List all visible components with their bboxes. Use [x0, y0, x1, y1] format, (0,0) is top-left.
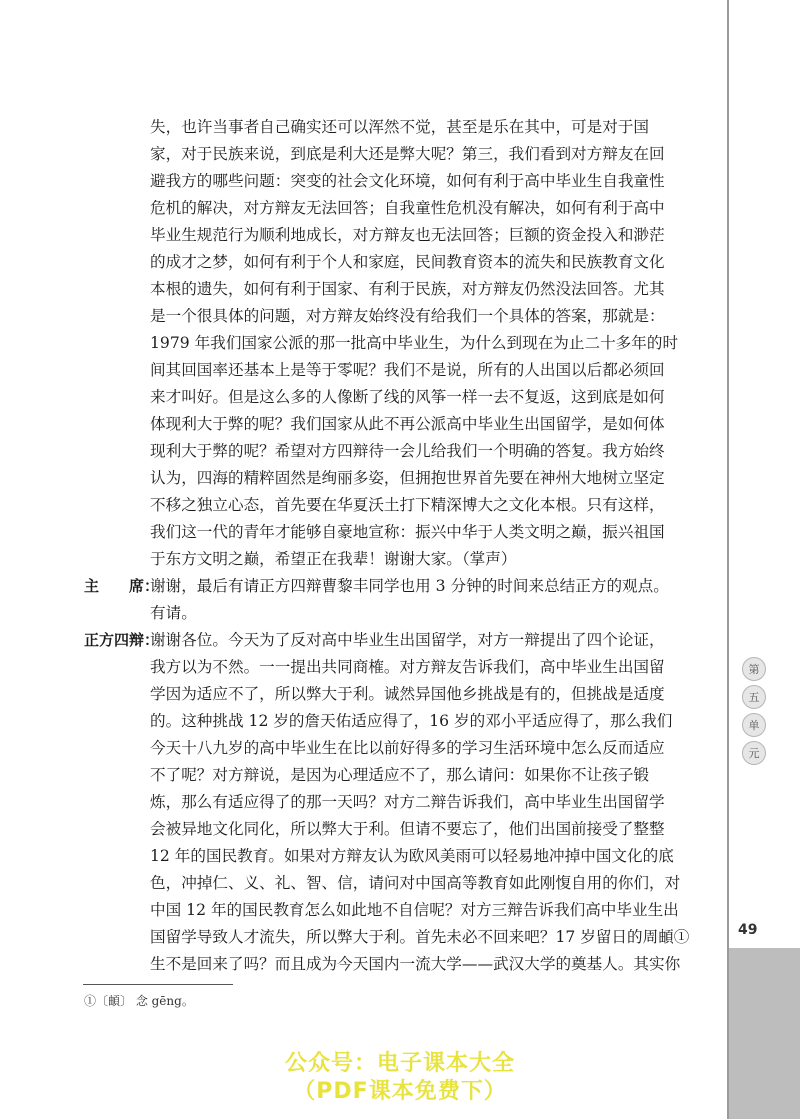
paragraph-line: 12 年的国民教育。如果对方辩友认为欧风美雨可以轻易地冲掉中国文化的底: [150, 847, 674, 865]
paragraph-line: 色，冲掉仁、义、礼、智、信，请问对中国高等教育如此刚愎自用的你们，对: [150, 874, 681, 892]
paragraph-line: 本根的遗失，如何有利于国家、有利于民族，对方辩友仍然没法回答。尤其: [150, 280, 665, 298]
paragraph-line: 我方以为不然。一一提出共同商榷。对方辩友告诉我们，高中毕业生出国留: [150, 658, 665, 676]
speaker-label-chair: 主 席：: [84, 577, 160, 595]
footnote: ①〔頔〕 念 gēng。: [84, 994, 194, 1008]
paragraph-line: 家，对于民族来说，到底是利大还是弊大呢？第三，我们看到对方辩友在回: [150, 145, 665, 163]
footnote-rule: [83, 984, 233, 985]
paragraph-line: 的成才之梦，如何有利于个人和家庭，民间教育资本的流失和民族教育文化: [150, 253, 665, 271]
paragraph-line: 毕业生规范行为顺利地成长，对方辩友也无法回答；巨额的资金投入和渺茫: [150, 226, 665, 244]
paragraph-line: 不了呢？对方辩说，是因为心理适应不了，那么请问：如果你不让孩子锻: [150, 766, 650, 784]
unit-tab-char: 第: [742, 657, 766, 681]
paragraph-line: 于东方文明之巅，希望正在我辈！谢谢大家。（掌声）: [150, 550, 517, 568]
paragraph-line: 是一个很具体的问题，对方辩友始终没有给我们一个具体的答案，那就是：: [150, 307, 665, 325]
paragraph-line: 来才叫好。但是这么多的人像断了线的风筝一样一去不复返，这到底是如何: [150, 388, 665, 406]
paragraph-line: 今天十八九岁的高中毕业生在比以前好得多的学习生活环境中怎么反而适应: [150, 739, 665, 757]
paragraph-line: 危机的解决，对方辩友无法回答；自我童性危机没有解决，如何有利于高中: [150, 199, 665, 217]
paragraph-line: 间其回国率还基本上是等于零呢？我们不是说，所有的人出国以后都必须回: [150, 361, 665, 379]
speaker-label-pro4: 正方四辩：: [84, 631, 160, 649]
watermark-line-1: 公众号：电子课本大全: [284, 1051, 515, 1076]
unit-tab-char: 元: [742, 741, 766, 765]
unit-tab: [741, 657, 767, 765]
paragraph-line: 认为，四海的精粹固然是绚丽多姿，但拥抱世界首先要在神州大地树立坚定: [150, 469, 665, 487]
paragraph-line: 谢谢各位。今天为了反对高中毕业生出国留学，对方一辩提出了四个论证，: [150, 631, 665, 649]
paragraph-line: 谢谢，最后有请正方四辩曹黎丰同学也用 3 分钟的时间来总结正方的观点。: [150, 577, 669, 595]
paragraph-line: 现利大于弊的呢？希望对方四辩待一会儿给我们一个明确的答复。我方始终: [150, 442, 665, 460]
paragraph-line: 生不是回来了吗？而且成为今天国内一流大学——武汉大学的奠基人。其实你: [150, 955, 681, 973]
unit-tab-char: 单: [742, 713, 766, 737]
paragraph-line: 1979 年我们国家公派的那一批高中毕业生，为什么到现在为止二十多年的时: [150, 334, 679, 352]
watermark-line-2: （PDF课本免费下）: [293, 1079, 507, 1104]
paragraph-line: 中国 12 年的国民教育怎么如此地不自信呢？对方三辩告诉我们高中毕业生出: [150, 901, 679, 919]
unit-tab-char: 五: [742, 685, 766, 709]
paragraph-line: 的。这种挑战 12 岁的詹天佑适应得了，16 岁的邓小平适应得了，那么我们: [150, 712, 673, 730]
paragraph-line: 会被异地文化同化，所以弊大于利。但请不要忘了，他们出国前接受了整整: [150, 820, 665, 838]
paragraph-line: 有请。: [150, 604, 197, 622]
paragraph-line: 国留学导致人才流失，所以弊大于利。首先未必不回来吧？17 岁留日的周頔①: [150, 928, 690, 946]
page-number: 49: [738, 922, 758, 938]
paragraph-line: 体现利大于弊的呢？我们国家从此不再公派高中毕业生出国留学，是如何体: [150, 415, 665, 433]
paragraph-line: 失，也许当事者自己确实还可以浑然不觉，甚至是乐在其中，可是对于国: [150, 118, 650, 136]
paragraph-line: 避我方的哪些问题：突变的社会文化环境，如何有利于高中毕业生自我童性: [150, 172, 665, 190]
paragraph-line: 我们这一代的青年才能够自豪地宣称：振兴中华于人类文明之巅，振兴祖国: [150, 523, 665, 541]
paragraph-line: 不移之独立心态，首先要在华夏沃土打下精深博大之文化本根。只有这样，: [150, 496, 665, 514]
paragraph-line: 炼，那么有适应得了的那一天吗？对方二辩告诉我们，高中毕业生出国留学: [150, 793, 665, 811]
paragraph-line: 学因为适应不了，所以弊大于利。诚然异国他乡挑战是有的，但挑战是适度: [150, 685, 665, 703]
